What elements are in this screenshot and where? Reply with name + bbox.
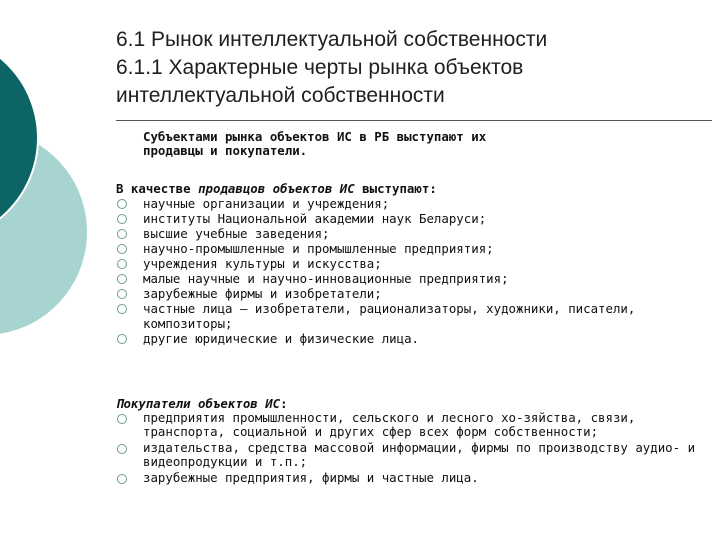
- list-item: [116, 286, 716, 301]
- list-item: [116, 211, 716, 226]
- intro-paragraph: [143, 130, 683, 158]
- list-item: [116, 241, 716, 256]
- hollow-circle-icon: [117, 474, 127, 484]
- list-item-text: высшие учебные заведения;: [143, 226, 330, 241]
- list-item: [116, 226, 716, 241]
- buyers-heading-part2: :: [280, 396, 288, 411]
- list-item-text: учреждения культуры и искусства;: [143, 256, 382, 271]
- list-item-text: другие юридические и физические лица.: [143, 331, 420, 346]
- list-item-text: зарубежные фирмы и изобретатели;: [143, 286, 382, 301]
- hollow-circle-icon: [117, 244, 127, 254]
- list-item-text: научно-промышленные и промышленные предприятия;: [143, 241, 494, 256]
- list-item: [116, 441, 716, 469]
- title-divider: [116, 120, 712, 121]
- buyers-section: [116, 396, 716, 487]
- title-line-2: 6.1.1 Характерные черты рынка объектов: [116, 56, 524, 79]
- list-item: [116, 331, 716, 346]
- hollow-circle-icon: [117, 334, 127, 344]
- list-item-text: малые научные и научно-инновационные предприятия;: [143, 271, 509, 286]
- list-item: [116, 256, 716, 271]
- hollow-circle-icon: [117, 274, 127, 284]
- list-item: [116, 196, 716, 211]
- hollow-circle-icon: [117, 259, 127, 269]
- decorative-circles: [0, 0, 110, 540]
- list-item-text: издательства, средства массовой информации, фирмы по производству аудио- и видеопродукции и т.п.;: [143, 440, 696, 469]
- title-line-3: интеллектуальной собственности: [116, 84, 445, 107]
- list-item: [116, 471, 716, 485]
- slide-title: [116, 26, 706, 110]
- list-item-text: зарубежные предприятия, фирмы и частные лица.: [143, 470, 479, 485]
- hollow-circle-icon: [117, 289, 127, 299]
- buyers-heading-part1: Покупатели объектов ИС: [116, 396, 281, 411]
- intro-line-1: Субъектами рынка объектов ИС в РБ выступают их: [143, 129, 487, 144]
- sellers-heading: [116, 181, 716, 196]
- list-item: [116, 301, 716, 331]
- intro-line-2: продавцы и покупатели.: [143, 143, 308, 158]
- hollow-circle-icon: [117, 414, 127, 424]
- buyers-list: [116, 411, 716, 485]
- list-item-text: предприятия промышленности, сельского и лесного хо-зяйства, связи, транспорта, социальной и других сфер всех форм собственности;: [143, 410, 636, 439]
- buyers-heading: [116, 396, 716, 411]
- hollow-circle-icon: [117, 214, 127, 224]
- hollow-circle-icon: [117, 304, 127, 314]
- sellers-list: [116, 196, 716, 346]
- sellers-heading-part1: В качестве: [116, 181, 199, 196]
- list-item-text: частные лица — изобретатели, рационализаторы, художники, писатели, композиторы;: [143, 301, 636, 331]
- list-item-text: научные организации и учреждения;: [143, 196, 390, 211]
- list-item-text: институты Национальной академии наук Беларуси;: [143, 211, 487, 226]
- list-item: [116, 411, 716, 439]
- sellers-section: [116, 181, 716, 346]
- hollow-circle-icon: [117, 444, 127, 454]
- hollow-circle-icon: [117, 199, 127, 209]
- list-item: [116, 271, 716, 286]
- hollow-circle-icon: [117, 229, 127, 239]
- sellers-heading-part3: выступают:: [354, 181, 437, 196]
- sellers-heading-part2: продавцов объектов ИС: [198, 181, 355, 196]
- title-line-1: 6.1 Рынок интеллектуальной собственности: [116, 28, 548, 51]
